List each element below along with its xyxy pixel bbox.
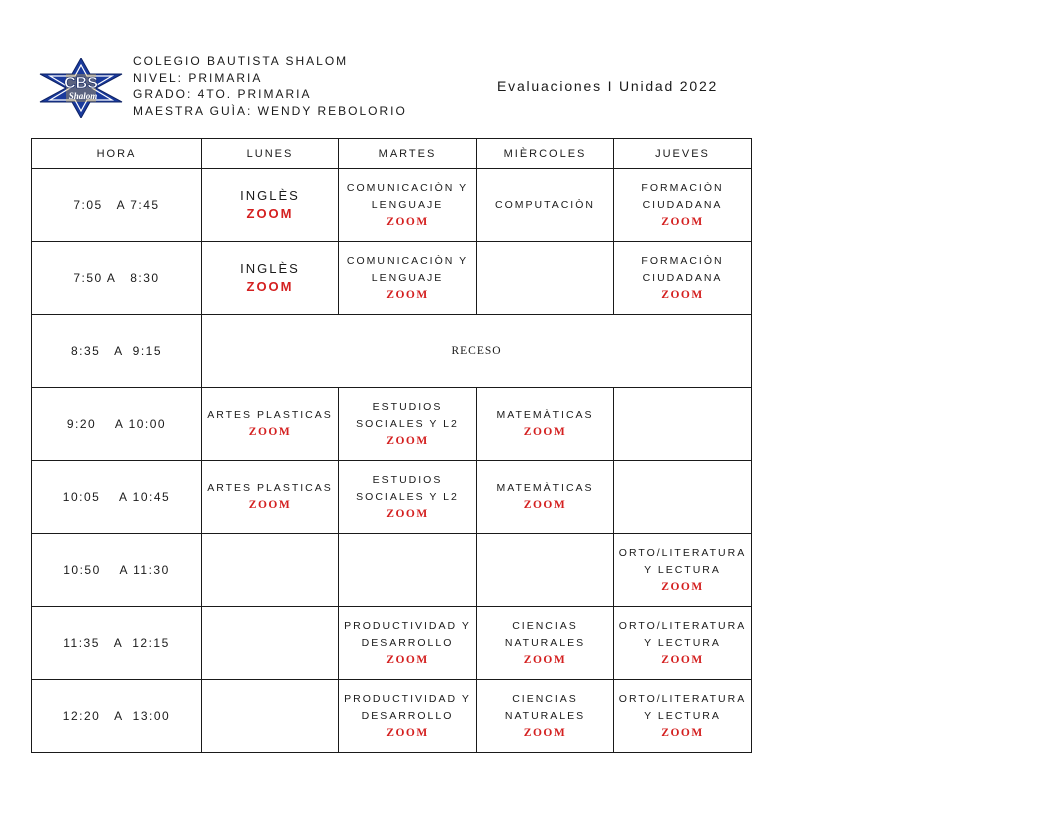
- cell-jueves: [614, 388, 752, 461]
- school-info: [133, 53, 407, 119]
- time-slot: 9:20 A 10:00: [32, 388, 202, 461]
- zoom-label: ZOOM: [661, 726, 704, 739]
- table-row: [32, 388, 752, 461]
- subject-label: ESTUDIOS SOCIALES Y L2: [356, 400, 459, 430]
- cell-martes: [339, 461, 477, 534]
- schedule-table: [31, 138, 752, 753]
- schedule-body: [32, 169, 752, 753]
- zoom-label: ZOOM: [661, 653, 704, 666]
- subject-label: FORMACIÒN CIUDADANA: [641, 181, 724, 211]
- subject-label: FORMACIÒN CIUDADANA: [641, 254, 724, 284]
- zoom-label: ZOOM: [248, 426, 292, 438]
- school-grade: GRADO: 4TO. PRIMARIA: [133, 87, 312, 102]
- cell-lunes: [202, 534, 339, 607]
- cell-martes: [339, 242, 477, 315]
- cell-lunes: [202, 242, 339, 315]
- subject-label: ORTO/LITERATURA Y LECTURA: [618, 619, 747, 649]
- table-row: [32, 607, 752, 680]
- time-slot: 8:35 A 9:15: [32, 315, 202, 388]
- subject-label: PRODUCTIVIDAD Y DESARROLLO: [344, 692, 471, 722]
- cell-miercoles: [477, 169, 614, 242]
- table-row: [32, 169, 752, 242]
- cell-miercoles: [477, 680, 614, 753]
- logo-subtext: Shalom: [68, 91, 98, 101]
- subject-label: INGLÈS: [240, 261, 300, 276]
- table-row: [32, 680, 752, 753]
- subject-label: ARTES PLASTICAS: [207, 409, 333, 421]
- zoom-label: ZOOM: [523, 653, 567, 666]
- column-header-martes: MARTES: [339, 139, 477, 169]
- cell-lunes: [202, 169, 339, 242]
- zoom-label: ZOOM: [246, 279, 294, 294]
- column-header-jueves: JUEVES: [614, 139, 752, 169]
- table-row: [32, 534, 752, 607]
- subject-label: COMUNICACIÒN Y LENGUAJE: [346, 254, 469, 284]
- cell-jueves: [614, 169, 752, 242]
- cell-martes: [339, 388, 477, 461]
- page-title: Evaluaciones I Unidad 2022: [497, 78, 719, 94]
- school-teacher: MAESTRA GUÌA: WENDY REBOLORIO: [133, 103, 407, 118]
- subject-label: PRODUCTIVIDAD Y DESARROLLO: [344, 619, 471, 649]
- zoom-label: ZOOM: [386, 215, 429, 228]
- school-logo: [38, 58, 124, 118]
- cell-martes: [339, 169, 477, 242]
- column-header-hora: HORA: [32, 139, 202, 169]
- subject-label: ORTO/LITERATURA Y LECTURA: [618, 546, 747, 576]
- column-header-lunes: LUNES: [202, 139, 339, 169]
- zoom-label: ZOOM: [386, 507, 429, 520]
- zoom-label: ZOOM: [661, 215, 704, 228]
- zoom-label: ZOOM: [661, 288, 704, 301]
- subject-label: ARTES PLASTICAS: [207, 482, 333, 494]
- zoom-label: ZOOM: [246, 206, 294, 221]
- cell-jueves: [614, 534, 752, 607]
- zoom-label: ZOOM: [386, 434, 429, 447]
- cell-miercoles: [477, 242, 614, 315]
- cell-jueves: [614, 242, 752, 315]
- time-slot: 10:05 A 10:45: [32, 461, 202, 534]
- school-level: NIVEL: PRIMARIA: [133, 70, 263, 85]
- table-header-row: [32, 139, 752, 169]
- zoom-label: ZOOM: [523, 499, 567, 511]
- cell-lunes: [202, 680, 339, 753]
- cell-martes: [339, 607, 477, 680]
- zoom-label: ZOOM: [661, 580, 704, 593]
- zoom-label: ZOOM: [386, 288, 429, 301]
- cell-jueves: [614, 607, 752, 680]
- table-row: [32, 315, 752, 388]
- cell-jueves: [614, 461, 752, 534]
- school-name: COLEGIO BAUTISTA SHALOM: [133, 54, 349, 68]
- cell-lunes: [202, 607, 339, 680]
- cell-martes: [339, 680, 477, 753]
- cell-martes: [339, 534, 477, 607]
- subject-label: ESTUDIOS SOCIALES Y L2: [356, 473, 459, 503]
- cell-miercoles: [477, 461, 614, 534]
- subject-label: INGLÈS: [240, 188, 300, 203]
- table-row: [32, 242, 752, 315]
- subject-label: CIENCIAS NATURALES: [504, 692, 586, 722]
- cell-jueves: [614, 680, 752, 753]
- subject-label: CIENCIAS NATURALES: [504, 619, 586, 649]
- subject-label: ORTO/LITERATURA Y LECTURA: [618, 692, 747, 722]
- zoom-label: ZOOM: [523, 426, 567, 438]
- zoom-label: ZOOM: [386, 726, 429, 739]
- recess-cell: RECESO: [202, 315, 752, 388]
- subject-label: COMPUTACIÒN: [495, 198, 595, 211]
- table-row: [32, 461, 752, 534]
- cell-miercoles: [477, 534, 614, 607]
- zoom-label: ZOOM: [386, 653, 429, 666]
- cell-miercoles: [477, 607, 614, 680]
- time-slot: 7:50 A 8:30: [32, 242, 202, 315]
- zoom-label: ZOOM: [248, 499, 292, 511]
- time-slot: 7:05 A 7:45: [32, 169, 202, 242]
- subject-label: MATEMÀTICAS: [496, 482, 594, 494]
- cell-lunes: [202, 461, 339, 534]
- subject-label: MATEMÀTICAS: [496, 409, 594, 421]
- time-slot: 10:50 A 11:30: [32, 534, 202, 607]
- column-header-miercoles: MIÈRCOLES: [477, 139, 614, 169]
- cell-lunes: [202, 388, 339, 461]
- time-slot: 12:20 A 13:00: [32, 680, 202, 753]
- subject-label: COMUNICACIÒN Y LENGUAJE: [346, 181, 469, 211]
- logo-text: CBS: [64, 75, 98, 92]
- zoom-label: ZOOM: [523, 726, 567, 739]
- cell-miercoles: [477, 388, 614, 461]
- time-slot: 11:35 A 12:15: [32, 607, 202, 680]
